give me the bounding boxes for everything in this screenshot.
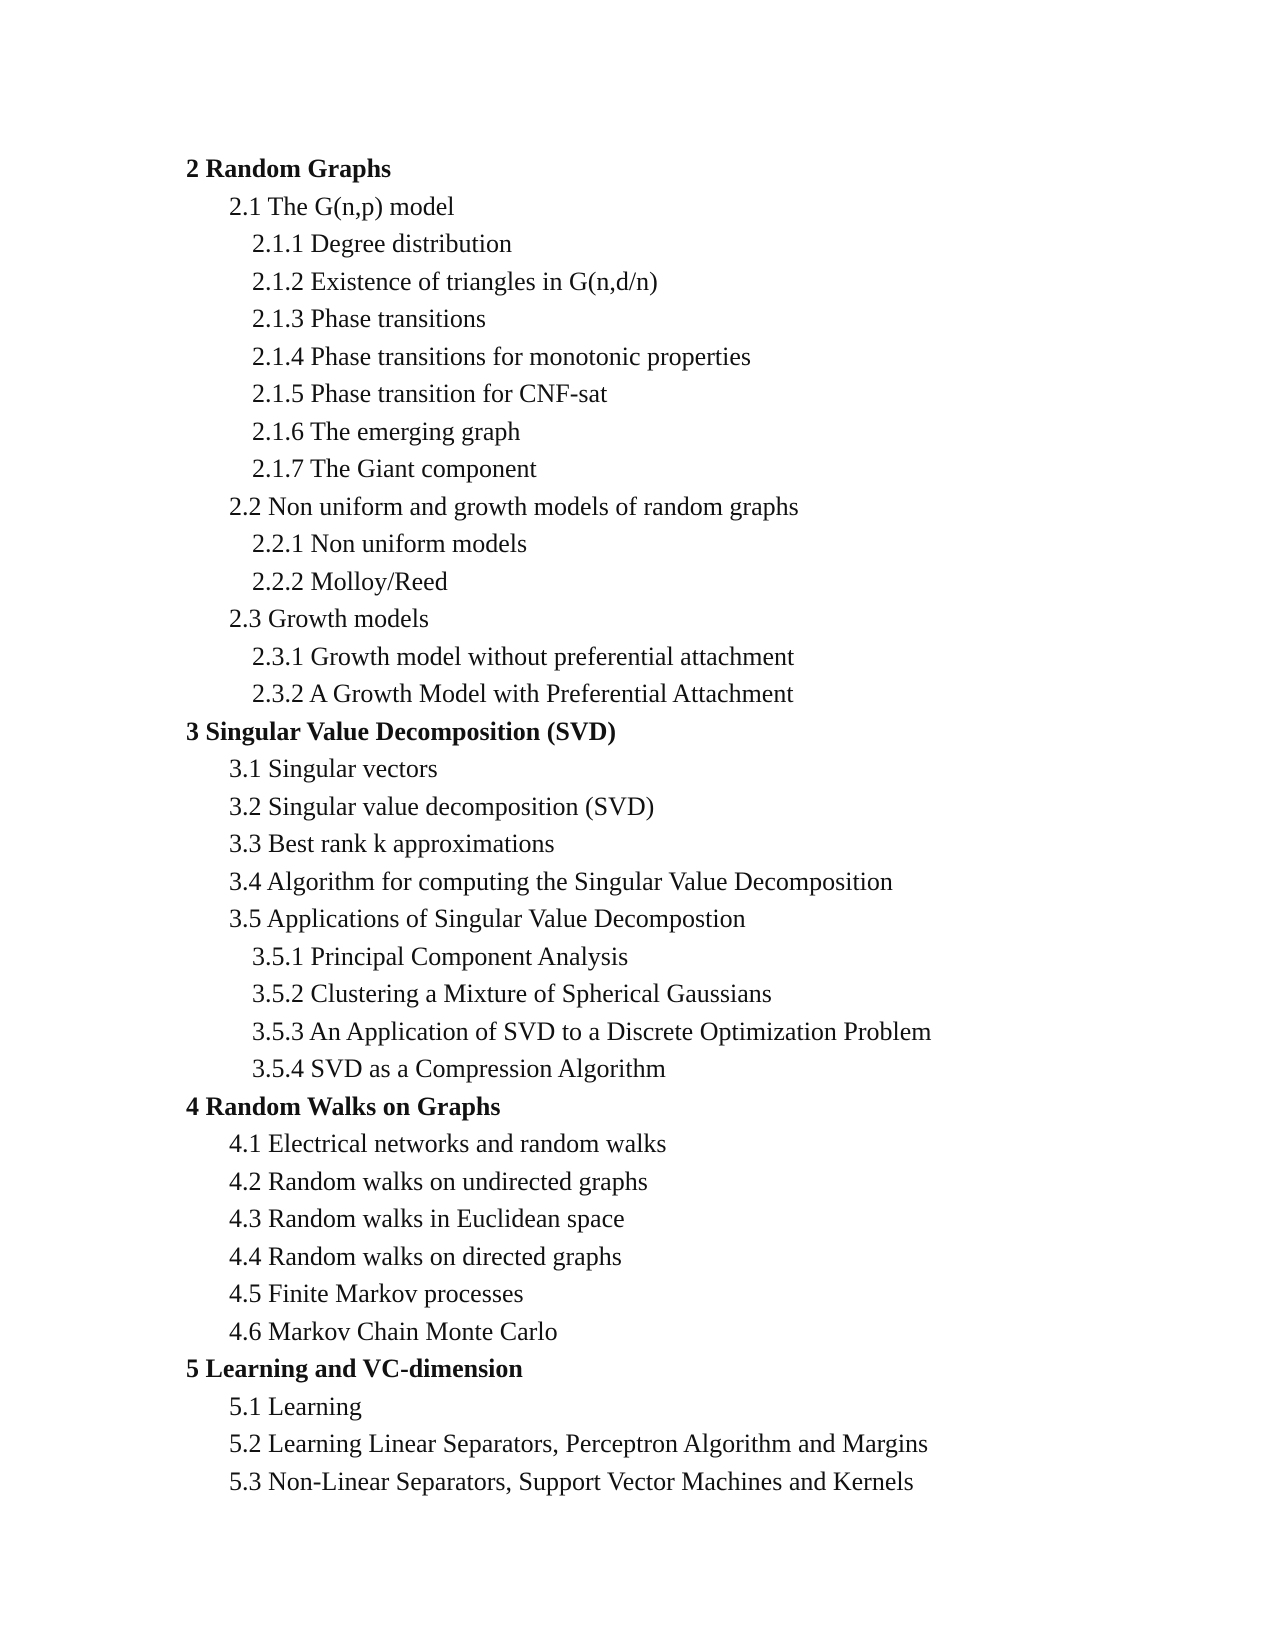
toc-entry-subsubsection: 2.1.4 Phase transitions for monotonic properties: [252, 341, 751, 371]
toc-entry-subsubsection: 3.5.3 An Application of SVD to a Discrete Optimization Problem: [252, 1016, 932, 1046]
toc-entry-subsubsection: 3.5.4 SVD as a Compression Algorithm: [252, 1054, 666, 1083]
toc-entry-subsubsection: 2.1.7 The Giant component: [252, 454, 537, 483]
toc-entry-section: 3.1 Singular vectors: [229, 754, 438, 783]
toc-entry-subsubsection: 3.5.1 Principal Component Analysis: [252, 941, 629, 971]
toc-entry-subsubsection: 2.3.1 Growth model without preferential attachment: [252, 641, 795, 671]
toc-entry-section: 2.1 The G(n,p) model: [229, 191, 455, 221]
toc-entry-subsubsection: 2.1.6 The emerging graph: [252, 416, 521, 446]
toc-entry-chapter: 3 Singular Value Decomposition (SVD): [186, 716, 617, 746]
toc-entry-chapter: 5 Learning and VC-dimension: [186, 1354, 523, 1383]
toc-entry-subsubsection: 2.1.5 Phase transition for CNF-sat: [252, 379, 608, 408]
toc-entry-section: 4.5 Finite Markov processes: [229, 1279, 524, 1308]
toc-entry-section: 2.2 Non uniform and growth models of random graphs: [229, 491, 799, 521]
table-of-contents: [186, 150, 1186, 1500]
toc-entry-subsubsection: 2.2.1 Non uniform models: [252, 529, 528, 558]
toc-entry-section: 3.3 Best rank k approximations: [229, 829, 555, 858]
toc-entry-section: 4.3 Random walks in Euclidean space: [229, 1204, 625, 1233]
toc-entry-section: 5.2 Learning Linear Separators, Perceptron Algorithm and Margins: [229, 1429, 929, 1458]
toc-entry-section: 5.3 Non-Linear Separators, Support Vector Machines and Kernels: [229, 1466, 914, 1496]
toc-entry-section: 3.4 Algorithm for computing the Singular Value Decomposition: [229, 866, 893, 896]
toc-entry-section: 4.1 Electrical networks and random walks: [229, 1129, 667, 1158]
toc-entry-section: 3.2 Singular value decomposition (SVD): [229, 791, 655, 821]
toc-entry-section: 2.3 Growth models: [229, 604, 430, 633]
toc-entry-chapter: 4 Random Walks on Graphs: [186, 1091, 501, 1121]
toc-entry-section: 5.1 Learning: [229, 1391, 362, 1421]
toc-entry-chapter: 2 Random Graphs: [186, 154, 392, 183]
toc-entry-subsubsection: 2.1.1 Degree distribution: [252, 229, 512, 258]
toc-entry-subsubsection: 2.3.2 A Growth Model with Preferential Attachment: [252, 679, 794, 708]
toc-entry-subsubsection: 2.1.3 Phase transitions: [252, 304, 486, 333]
toc-entry-subsubsection: 2.2.2 Molloy/Reed: [252, 566, 448, 596]
toc-entry-subsubsection: 3.5.2 Clustering a Mixture of Spherical Gaussians: [252, 979, 772, 1008]
toc-entry-section: 4.6 Markov Chain Monte Carlo: [229, 1316, 558, 1346]
toc-entry-section: 4.4 Random walks on directed graphs: [229, 1241, 622, 1271]
toc-entry-section: 3.5 Applications of Singular Value Decompostion: [229, 904, 746, 933]
toc-entry-subsubsection: 2.1.2 Existence of triangles in G(n,d/n): [252, 266, 658, 296]
toc-entry-section: 4.2 Random walks on undirected graphs: [229, 1166, 648, 1196]
